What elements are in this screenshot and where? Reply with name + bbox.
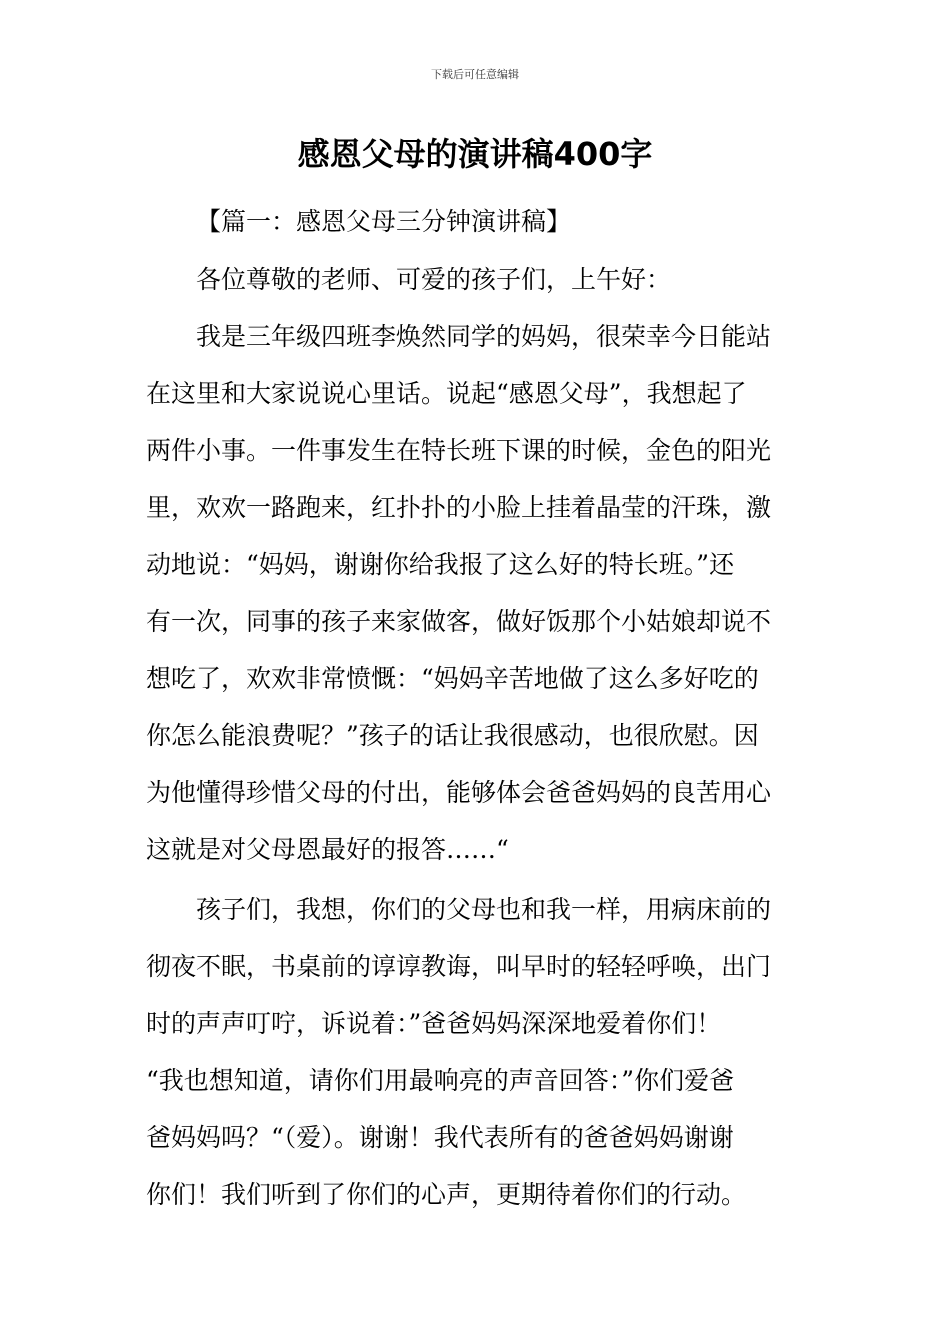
paragraph-line: 你怎么能浪费呢？”孩子的话让我很感动，也很欣慰。因	[146, 721, 759, 750]
paragraph-line: 动地说：“妈妈，谢谢你给我报了这么好的特长班。”还	[146, 550, 735, 579]
paragraph-line: 爸妈妈吗？“（爱）。谢谢！我代表所有的爸爸妈妈谢谢	[146, 1123, 734, 1152]
paragraph-line: 这就是对父母恩最好的报答……“	[146, 835, 509, 864]
section-heading: 【篇一：感恩父母三分钟演讲稿】	[196, 207, 572, 236]
greeting-line: 各位尊敬的老师、可爱的孩子们，上午好：	[196, 265, 672, 294]
paragraph-line: “我也想知道，请你们用最响亮的声音回答：”你们爱爸	[146, 1066, 735, 1095]
document-title: 感恩父母的演讲稿400字	[297, 135, 653, 173]
paragraph-line: 里，欢欢一路跑来，红扑扑的小脸上挂着晶莹的汗珠，激	[146, 493, 772, 522]
header-note: 下载后可任意编辑	[431, 68, 519, 81]
paragraph-line: 孩子们，我想，你们的父母也和我一样，用病床前的	[196, 895, 772, 924]
paragraph-line: 为他懂得珍惜父母的付出，能够体会爸爸妈妈的良苦用心	[146, 778, 772, 807]
paragraph-line: 想吃了，欢欢非常愤慨：“妈妈辛苦地做了这么多好吃的	[146, 664, 759, 693]
paragraph-line: 彻夜不眠，书桌前的谆谆教诲，叫早时的轻轻呼唤，出门	[146, 952, 772, 981]
paragraph-line: 两件小事。一件事发生在特长班下课的时候，金色的阳光	[146, 436, 772, 465]
paragraph-line: 你们！我们听到了你们的心声，更期待着你们的行动。	[146, 1180, 747, 1209]
paragraph-line: 在这里和大家说说心里话。说起“感恩父母”，我想起了	[146, 379, 747, 408]
paragraph-line: 我是三年级四班李焕然同学的妈妈，很荣幸今日能站	[196, 322, 772, 351]
paragraph-line: 时的声声叮咛，诉说着：”爸爸妈妈深深地爱着你们！	[146, 1009, 722, 1038]
paragraph-line: 有一次，同事的孩子来家做客，做好饭那个小姑娘却说不	[146, 607, 772, 636]
